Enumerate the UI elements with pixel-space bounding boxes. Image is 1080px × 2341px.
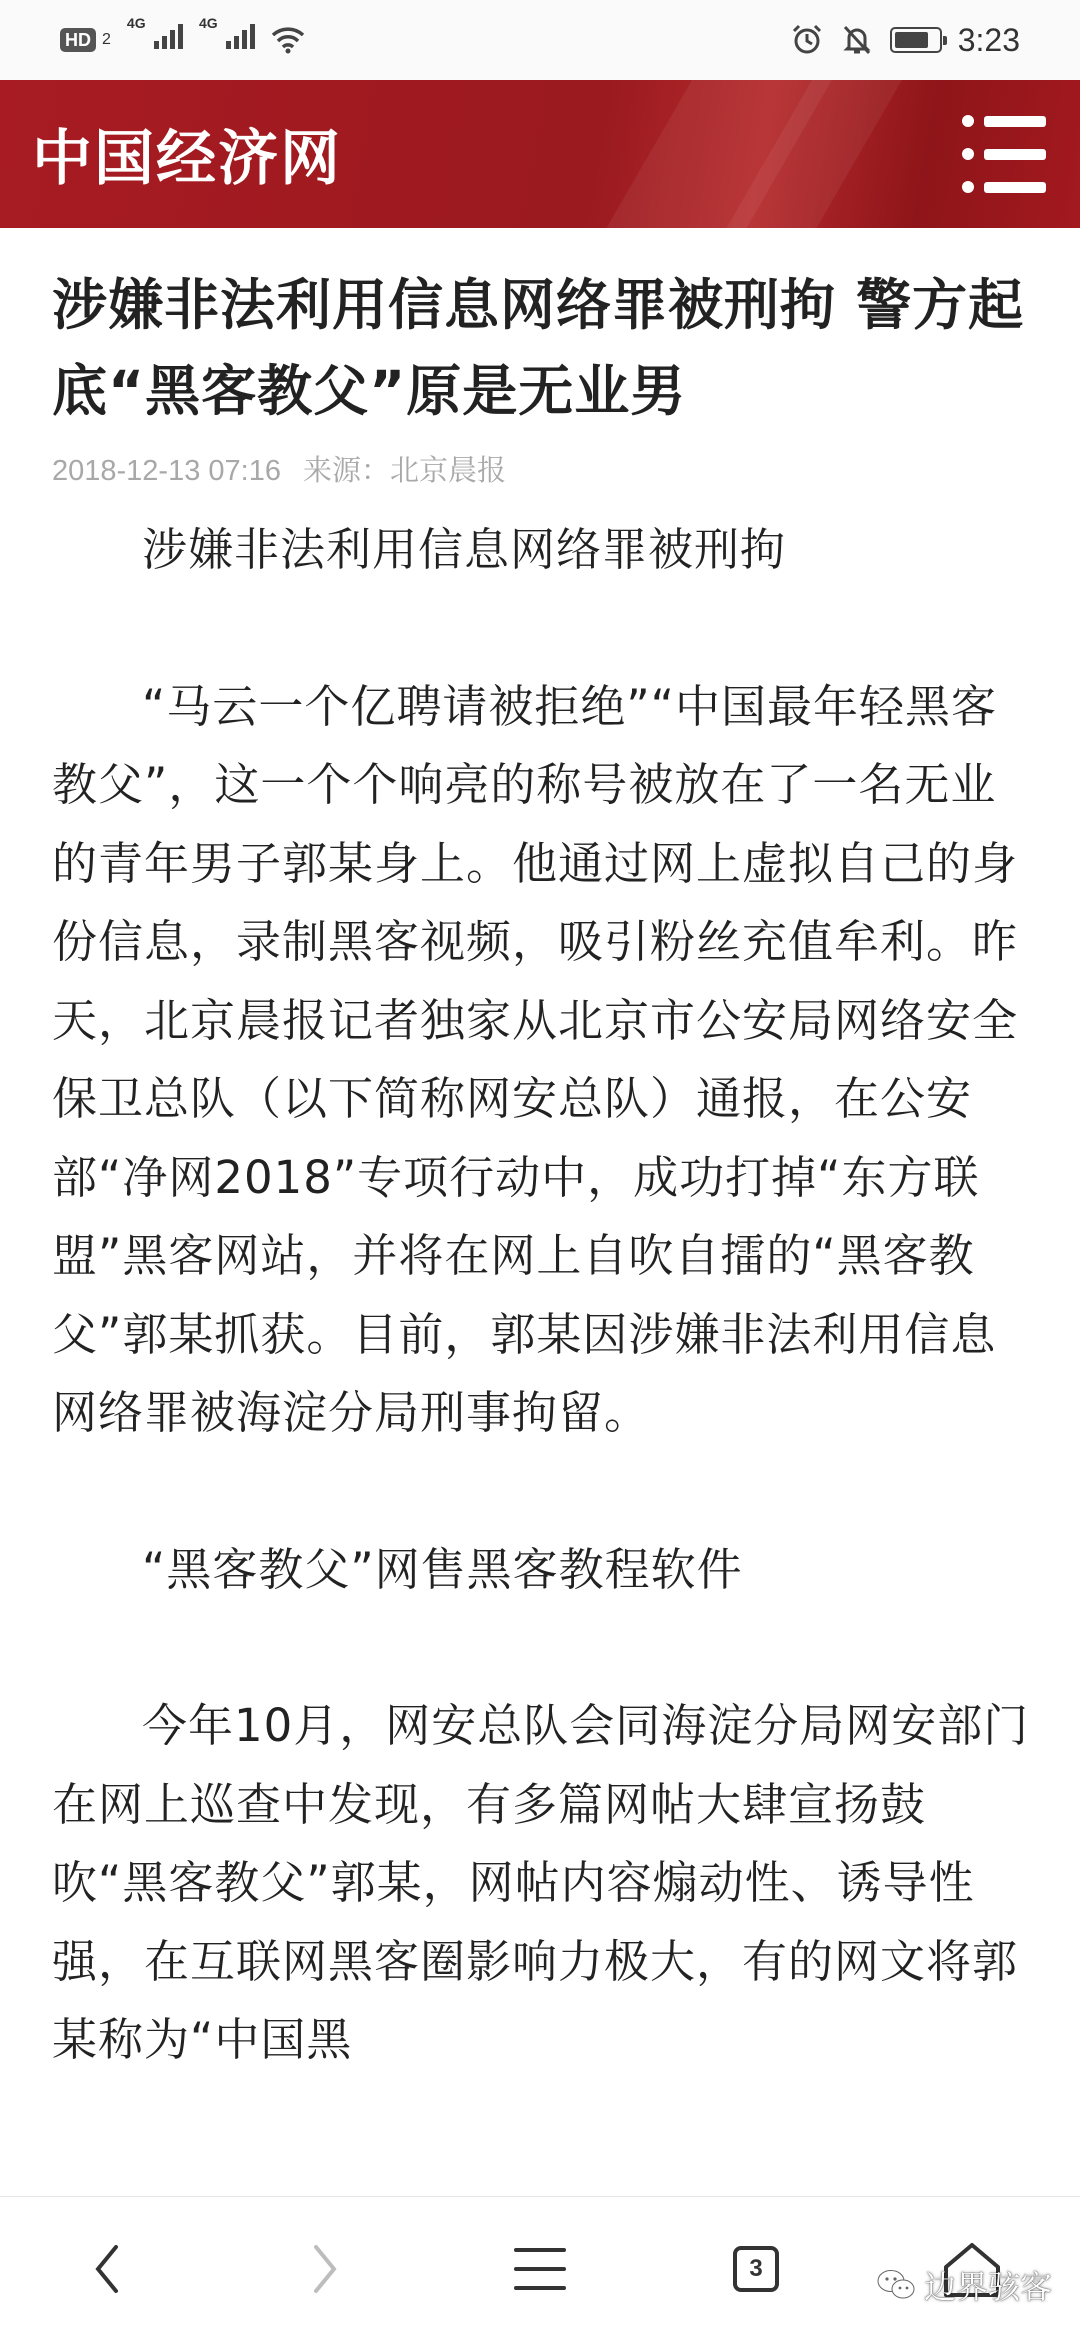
menu-nav-button[interactable]: [480, 2219, 600, 2319]
site-header: [0, 80, 1080, 228]
article-subheading: “黑客教父”网售黑客教程软件: [142, 1542, 743, 1596]
article-paragraph: 今年10月，网安总队会同海淀分局网安部门在网上巡查中发现，有多篇网帖大肆宣扬鼓吹“黑客教父”郭某，网帖内容煽动性、诱导性强，在互联网黑客圈影响力极大，有的网文将郭某称为“中国黑: [52, 1699, 1030, 2066]
tabs-icon: 3: [733, 2246, 779, 2292]
status-right: [790, 22, 1020, 59]
menu-button[interactable]: [962, 115, 1046, 193]
forward-icon: [304, 2241, 344, 2297]
signal-sim2-icon: [198, 15, 255, 57]
article-meta: [52, 448, 1032, 489]
watermark-text: 边界骇客: [923, 2268, 1052, 2306]
alarm-icon: [790, 23, 824, 57]
tabs-button[interactable]: [696, 2219, 816, 2319]
network-type-1: 4G: [126, 15, 146, 31]
menu-icon: [512, 2244, 568, 2294]
watermark: [876, 2262, 1052, 2308]
mute-bell-icon: [840, 23, 874, 57]
back-icon: [88, 2241, 128, 2297]
article-title: 涉嫌非法利用信息网络罪被刑拘 警方起底“黑客教父”原是无业男: [52, 273, 1025, 423]
article-paragraph: “马云一个亿聘请被拒绝”“中国最年轻黑客教父”，这一个个响亮的称号被放在了一名无业的青年男子郭某身上。他通过网上虚拟自己的身份信息，录制黑客视频，吸引粉丝充值牟利。昨天，北京晨报记者独家从北京市公安局网络安全保卫总队（以下简称网安总队）通报，在公安部“净网2018”专项行动中，成功打掉“东方联盟”黑客网站，并将在网上自吹自擂的“黑客教父”郭某抓获。目前，郭某因涉嫌非法利用信息网络罪被海淀分局刑事拘留。: [52, 679, 1019, 1439]
article-subheading: 涉嫌非法利用信息网络罪被刑拘: [142, 523, 787, 576]
article-body: [52, 511, 1032, 2080]
site-logo[interactable]: 中国经济网: [32, 124, 342, 194]
back-button[interactable]: [48, 2219, 168, 2319]
hd-sim-number: 2: [102, 31, 111, 48]
forward-button[interactable]: [264, 2219, 384, 2319]
article-date: 2018-12-13 07:16: [52, 455, 281, 487]
article-source: 来源：北京晨报: [303, 455, 507, 487]
status-left: [60, 15, 305, 57]
battery-icon: [890, 27, 942, 53]
article: [52, 262, 1032, 2080]
wechat-icon: [876, 2268, 916, 2302]
status-bar: [0, 0, 1080, 80]
status-time: 3:23: [957, 21, 1020, 58]
hd-badge: HD: [60, 28, 96, 52]
signal-sim1-icon: [126, 15, 183, 57]
wifi-icon: [271, 26, 305, 54]
network-type-2: 4G: [198, 15, 218, 31]
menu-icon: [962, 115, 1046, 127]
